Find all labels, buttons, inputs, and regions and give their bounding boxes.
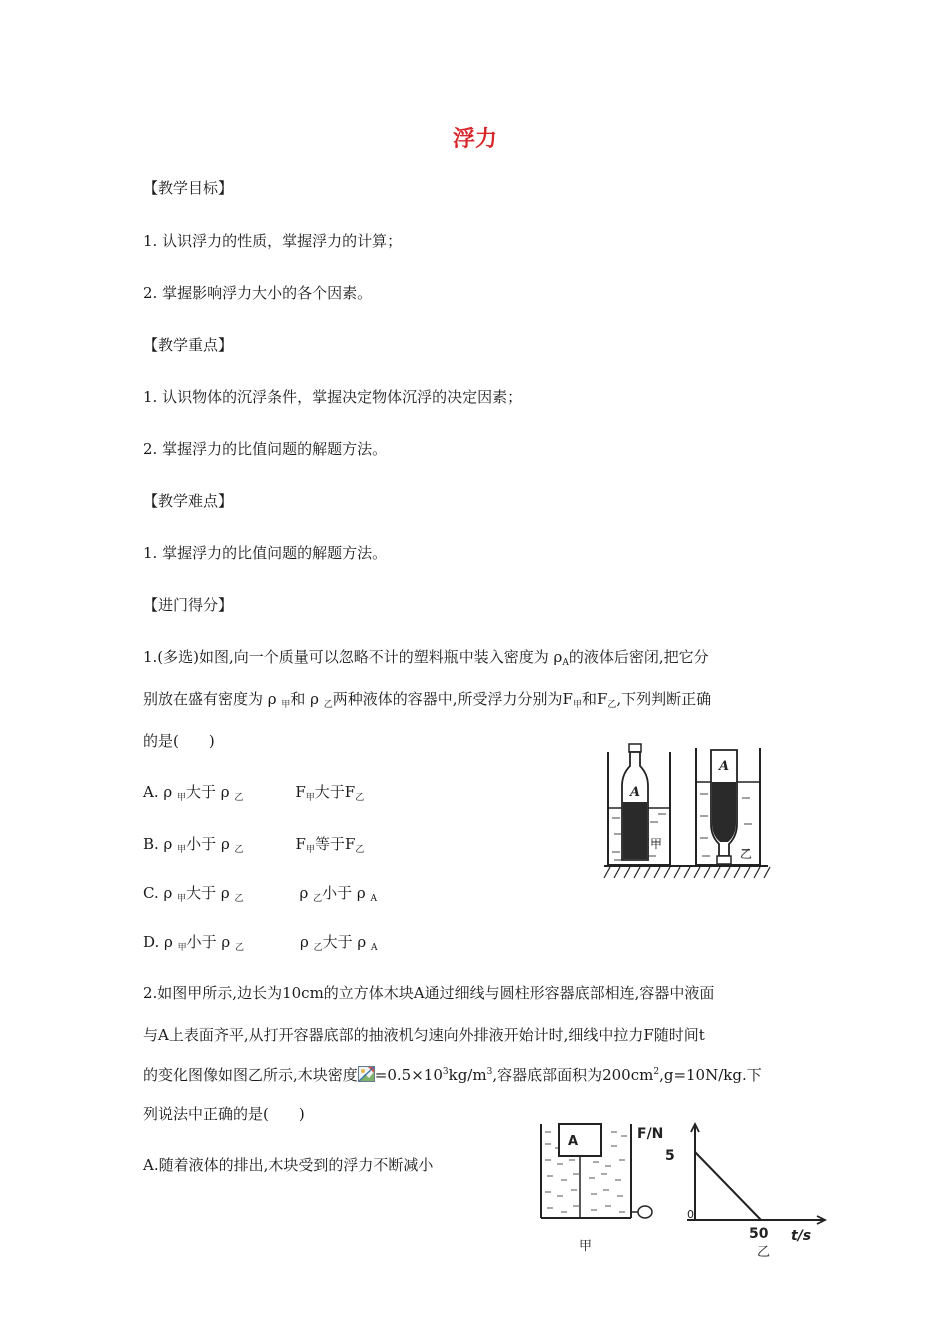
page-title: 浮力: [452, 127, 497, 152]
q2-line-1: 2.如图甲所示,边长为10cm的立方体木块A通过细线与圆柱形容器底部相连,容器中液面: [143, 984, 715, 1002]
q1-option-c: C. ρ $_甲$大于 ρ $_乙$ ρ $_乙$小于 ρ $_A$: [143, 884, 377, 904]
q1-option-a: A. ρ $_甲$大于 ρ $_乙$ $F_甲$大于$F_乙$: [143, 783, 365, 803]
q1-option-b: B. ρ $_甲$小于 ρ $_乙$ $F_甲$等于$F_乙$: [143, 835, 365, 855]
difficulties-heading: 【教学难点】: [143, 492, 234, 510]
container-figure-label: 甲: [579, 1239, 593, 1254]
left-bottle-label: A: [630, 785, 641, 800]
broken-image-icon: [358, 1066, 375, 1082]
objectives-heading: 【教学目标】: [143, 179, 234, 197]
block-a: [559, 1124, 601, 1156]
q2-force-time-graph: [637, 1120, 830, 1260]
key-points-heading: 【教学重点】: [143, 336, 234, 354]
q2-line-3: 的变化图像如图乙所示,木块密度 $=0.5\times 10^3kg/m^3$,容器底部面积为$200cm^2,g=10N/kg$.下: [143, 1066, 762, 1084]
y-tick-label: 5: [665, 1148, 675, 1164]
objective-item-1: 1. 认识浮力的性质，掌握浮力的计算；: [143, 232, 403, 250]
force-line: [695, 1152, 761, 1220]
block-a-label: A: [568, 1134, 579, 1149]
q2-option-a: A.随着液体的排出,木块受到的浮力不断减小: [143, 1156, 434, 1174]
right-bottle: [711, 750, 737, 864]
right-bottle-label: A: [719, 759, 730, 774]
right-container-label: 乙: [740, 847, 753, 861]
q2-line-4: 列说法中正确的是( ): [143, 1105, 305, 1123]
left-container-label: 甲: [650, 837, 663, 851]
q1-option-d: D. ρ $_甲$小于 ρ $_乙$ ρ $_乙$大于 ρ $_A$: [143, 933, 378, 953]
y-axis-label: F/N: [637, 1126, 664, 1142]
key-point-item-1: 1. 认识物体的沉浮条件，掌握决定物体沉浮的决定因素；: [143, 388, 523, 406]
graph-figure-label: 乙: [757, 1245, 771, 1260]
q1-line-1: 1.(多选)如图,向一个质量可以忽略不计的塑料瓶中装入密度为 $\rho_A$的液体后密闭,把它分: [143, 648, 709, 668]
pump-icon: [638, 1206, 652, 1218]
q1-bottles-figure: [600, 738, 772, 882]
q1-line-3: 的是( ): [143, 732, 215, 750]
x-axis-label: t/s: [791, 1228, 812, 1244]
q2-line-2: 与A上表面齐平,从打开容器底部的抽液机匀速向外排液开始计时,细线中拉力F随时间t: [143, 1026, 705, 1044]
left-bottle: [622, 744, 648, 860]
q1-line-2: 别放在盛有密度为 ρ $_甲$和 ρ $_乙$两种液体的容器中,所受浮力分别为$F_甲$和$F_乙$,下列判断正确: [143, 690, 712, 710]
objective-item-2: 2. 掌握影响浮力大小的各个因素。: [143, 284, 373, 302]
origin-label: 0: [687, 1208, 694, 1221]
ground-hatching: [604, 867, 770, 878]
key-point-item-2: 2. 掌握浮力的比值问题的解题方法。: [143, 440, 388, 458]
entry-heading: 【进门得分】: [143, 596, 234, 614]
difficulty-item-1: 1. 掌握浮力的比值问题的解题方法。: [143, 544, 388, 562]
x-tick-label: 50: [749, 1226, 769, 1242]
